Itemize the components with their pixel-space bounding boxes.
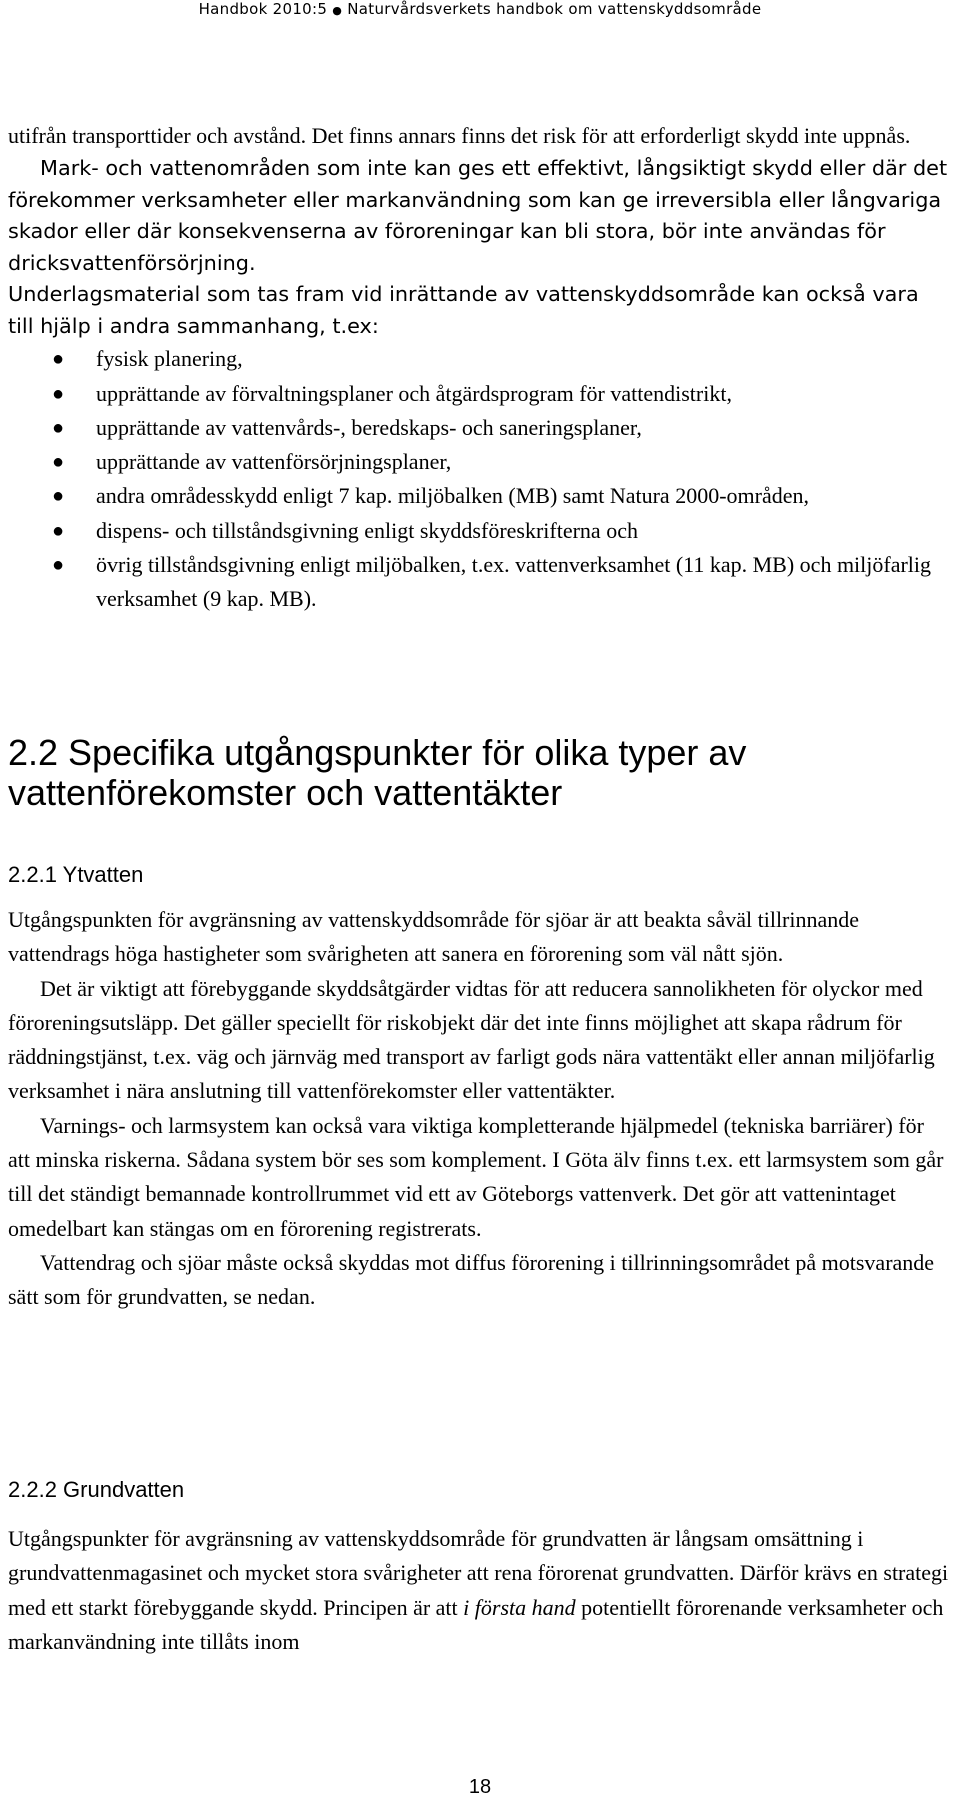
paragraph-ytvatten-4: Vattendrag och sjöar måste också skyddas mot diffus förorening i tillrinningsområdet på motsvarande sätt som för grundvatten, se nedan. bbox=[8, 1249, 935, 1310]
running-header bbox=[0, 0, 960, 22]
list-item: ● upprättande av vattenförsörjningsplaner, bbox=[8, 445, 950, 479]
list-item: ● upprättande av förvaltningsplaner och åtgärdsprogram för vattendistrikt, bbox=[8, 377, 950, 411]
header-publication: Handbok 2010:5 bbox=[198, 0, 328, 18]
page-number: 18 bbox=[468, 1776, 492, 1798]
list-item: ● andra områdesskydd enligt 7 kap. miljöbalken (MB) samt Natura 2000-områden, bbox=[8, 479, 950, 513]
paragraph-ytvatten-3: Varnings- och larmsystem kan också vara viktiga kompletterande hjälpmedel (tekniska barriärer) för att minska riskerna. Sådana system bör ses som komplement. I Göta älv finns t.ex. ett larmsystem som går till det ständigt bemannade kontrollrummet vid ett av Göteborgs vattenverk. Det gör att vattenintaget omedelbart kan stängas om en förorening registrerats. bbox=[8, 1112, 944, 1241]
bullet-icon: ● bbox=[52, 416, 65, 439]
section-heading-2-2-2: 2.2.2 Grundvatten bbox=[8, 1477, 185, 1502]
paragraph-underlag: Underlagsmaterial som tas fram vid inrättande av vattenskyddsområde kan också vara till hjälp i andra sammanhang, t.ex: bbox=[8, 282, 919, 338]
bullet-icon: ● bbox=[52, 519, 65, 542]
paragraph-mark-vatten: Mark- och vattenområden som inte kan ges ett effektivt, långsiktigt skydd eller där det förekommer verksamheter eller markanvändning som kan ge irreversibla eller långvariga skador eller där konsekvenserna av föroreningar kan bli stora, bör inte användas för dricksvattenförsörjning. bbox=[8, 156, 948, 275]
paragraph-grundvatten-1: Utgångspunkter för avgränsning av vattenskyddsområde för grundvatten är långsam omsättning i grundvattenmagasinet och mycket stora svårigheter att rena förorenat grundvatten. Därför krävs en strategi med ett starkt förebyggande skydd. Principen är att i första hand potentiellt förorenande verksamheter och markanvändning inte tillåts inom bbox=[8, 1526, 949, 1654]
section-heading-2-2: 2.2 Specifika utgångspunkter för olika typer av vattenförekomster och vattentäkter bbox=[8, 732, 747, 813]
emphasis-text: i första hand bbox=[463, 1594, 576, 1620]
list-item: ● fysisk planering, bbox=[8, 342, 950, 376]
paragraph-ytvatten-1: Utgångspunkten för avgränsning av vattenskyddsområde för sjöar är att beakta såväl tillrinnande vattendrags höga hastigheter som svårigheten att sanera en förorening som väl nått sjön. bbox=[8, 907, 860, 967]
header-title: Naturvårdsverkets handbok om vattenskyddsområde bbox=[347, 0, 762, 18]
usage-bullet-list bbox=[8, 342, 950, 616]
bullet-icon: ● bbox=[52, 485, 65, 508]
list-item: ● upprättande av vattenvårds-, beredskaps- och saneringsplaner, bbox=[8, 411, 950, 445]
paragraph-ytvatten-2: Det är viktigt att förebyggande skyddsåtgärder vidtas för att reducera sannolikheten för olyckor med föroreningsutsläpp. Det gäller speciellt för riskobjekt där det inte finns möjlighet att skapa rådrum för räddningstjänst, t.ex. väg och järnväg med transport av farligt gods nära vattentäkt eller annan miljöfarlig verksamhet i nära anslutning till vattenförekomster eller vattentäkter. bbox=[8, 975, 935, 1104]
header-separator-dot: ● bbox=[332, 4, 343, 17]
paragraph-transport: utifrån transporttider och avstånd. Det finns annars finns det risk för att erforderligt skydd inte uppnås. bbox=[8, 123, 911, 148]
list-item: ● övrig tillståndsgivning enligt miljöbalken, t.ex. vattenverksamhet (11 kap. MB) och miljöfarlig verksamhet (9 kap. MB). bbox=[8, 548, 950, 617]
bullet-icon: ● bbox=[52, 451, 65, 474]
section-heading-2-2-1: 2.2.1 Ytvatten bbox=[8, 862, 144, 887]
ytvatten-section bbox=[8, 903, 950, 1315]
list-item: ● dispens- och tillståndsgivning enligt skyddsföreskrifterna och bbox=[8, 514, 950, 548]
bullet-icon: ● bbox=[52, 382, 65, 405]
grundvatten-section bbox=[8, 1522, 950, 1659]
bullet-icon: ● bbox=[52, 348, 65, 371]
bullet-icon: ● bbox=[52, 554, 65, 577]
intro-section bbox=[8, 119, 950, 617]
